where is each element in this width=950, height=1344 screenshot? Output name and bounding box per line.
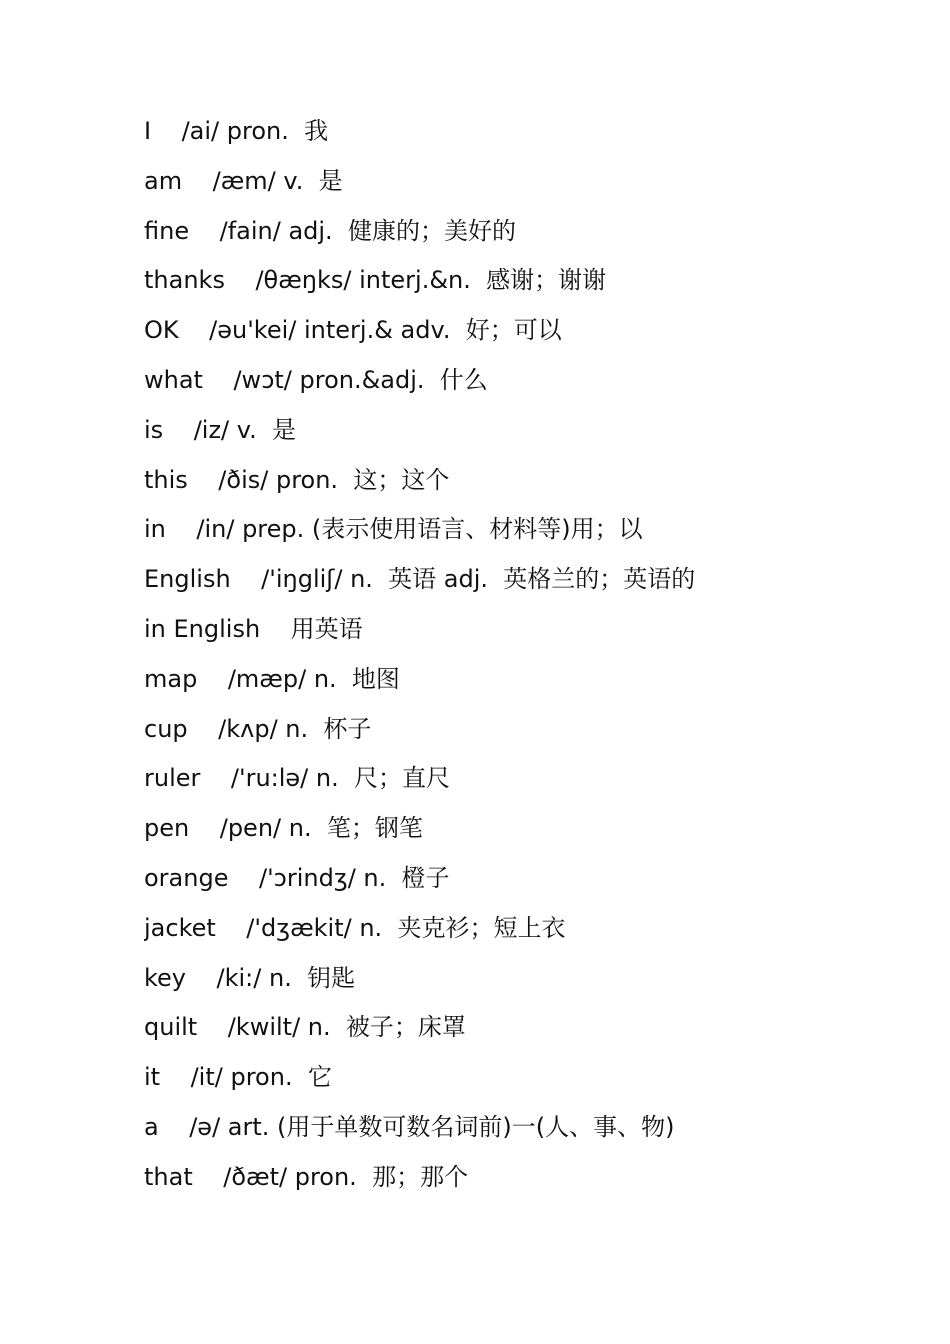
vocab-entry: I /ai/ pron. 我 (144, 117, 329, 145)
vocab-entry: ruler /'ru:lə/ n. 尺；直尺 (144, 764, 450, 793)
vocab-entry: quilt /kwilt/ n. 被子；床罩 (144, 1013, 466, 1042)
vocab-entry: English /'iŋgliʃ/ n. 英语 adj. 英格兰的；英语的 (144, 565, 696, 594)
vocab-entry: OK /əu'kei/ interj.& adv. 好；可以 (144, 316, 562, 345)
vocab-entry: orange /'ɔrindʒ/ n. 橙子 (144, 863, 450, 892)
vocab-entry: it /it/ pron. 它 (144, 1063, 332, 1092)
vocab-entry: am /æm/ v. 是 (144, 166, 343, 195)
vocab-entry: in English 用英语 (144, 614, 363, 643)
vocab-entry: jacket /'dʒækit/ n. 夹克衫；短上衣 (144, 913, 566, 942)
vocab-entry: map /mæp/ n. 地图 (144, 664, 400, 693)
vocabulary-list (144, 107, 904, 1203)
vocab-entry: key /ki:/ n. 钥匙 (144, 963, 356, 992)
vocab-entry: cup /kʌp/ n. 杯子 (144, 714, 372, 743)
vocab-entry: fine /fain/ adj. 健康的；美好的 (144, 216, 516, 245)
vocab-entry: what /wɔt/ pron.&adj. 什么 (144, 365, 488, 394)
vocab-entry: this /ðis/ pron. 这；这个 (144, 465, 450, 494)
vocab-entry: thanks /θæŋks/ interj.&n. 感谢；谢谢 (144, 266, 607, 295)
vocab-entry: is /iz/ v. 是 (144, 415, 296, 444)
vocab-entry: in /in/ prep. (表示使用语言、材料等)用；以 (144, 515, 643, 544)
vocab-entry: pen /pen/ n. 笔；钢笔 (144, 814, 423, 843)
vocab-entry: a /ə/ art. (用于单数可数名词前)一(人、事、物) (144, 1112, 675, 1141)
vocab-entry: that /ðæt/ pron. 那；那个 (144, 1162, 469, 1191)
